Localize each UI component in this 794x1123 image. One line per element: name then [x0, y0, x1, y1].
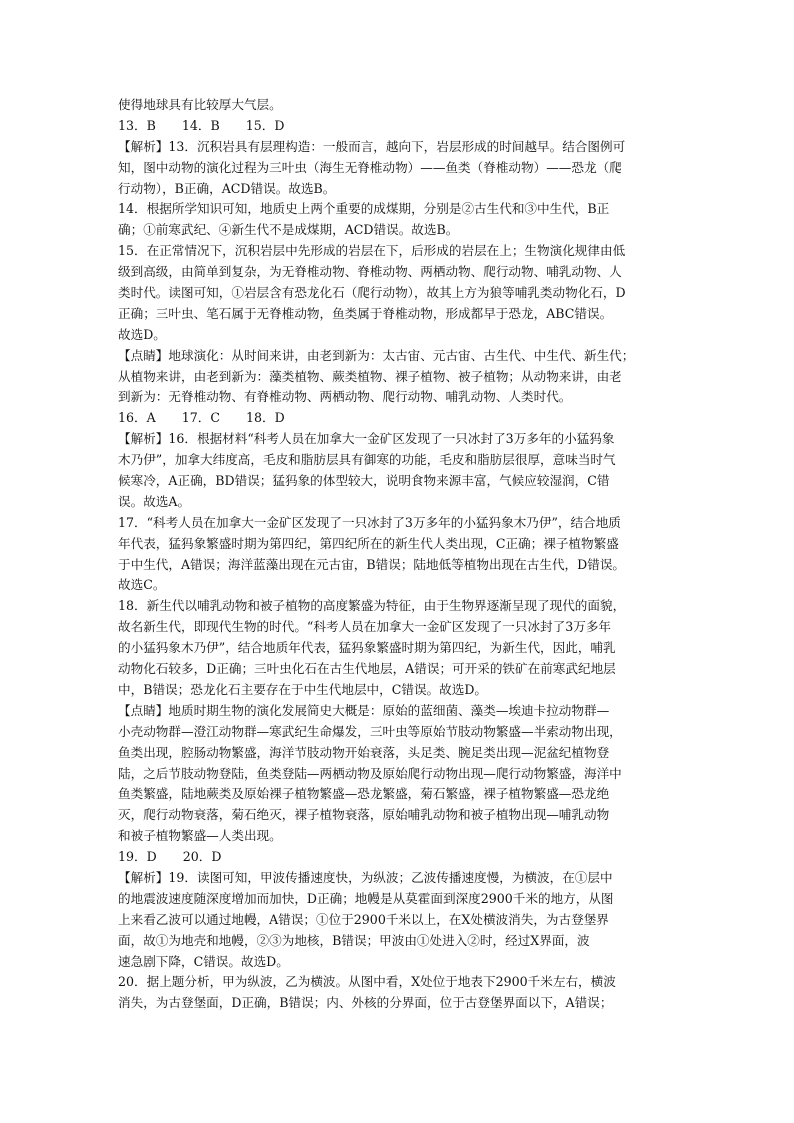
text-line: 灭，爬行动物衰落，菊石绝灭，裸子植物衰落，原始哺乳动物和被子植物出现—哺乳动物	[118, 807, 610, 823]
text-line: 和被子植物繁盛—人类出现。	[118, 828, 282, 844]
answer-15: 15．D	[245, 117, 285, 133]
text-line: 到新为：无脊椎动物、有脊椎动物、两栖动物、爬行动物、哺乳动物、人类时代。	[118, 389, 572, 405]
text-line: 鱼类出现，腔肠动物繁盛，海洋节肢动物开始衰落，头足类、腕足类出现—泥盆纪植物登	[118, 744, 610, 760]
answer-17: 17．C	[181, 410, 220, 426]
text-line: 确；①前寒武纪、④新生代不是成煤期，ACD错误。故选B。	[118, 222, 459, 238]
text-line: 级到高级，由简单到复杂，为无脊椎动物、脊椎动物、两栖动物、爬行动物、哺乳动物、人	[118, 264, 622, 280]
text-line: 消失，为古登堡面，D正确，B错误；内、外核的分界面，位于古登堡界面以下，A错误；	[118, 995, 613, 1011]
text-line: 14．根据所学知识可知，地质史上两个重要的成煤期，分别是②古生代和③中生代，B正	[118, 201, 610, 217]
text-line: 正确；三叶虫、笔石属于无脊椎动物，鱼类属于脊椎动物，形成都早于恐龙，ABC错误。	[118, 305, 613, 321]
text-line: 从植物来讲，由老到新为：藻类植物、蕨类植物、裸子植物、被子植物；从动物来讲，由老	[118, 368, 622, 384]
text-line: 20．据上题分析，甲为纵波，乙为横波。从图中看，X处位于地表下2900千米左右，横波	[118, 974, 616, 990]
text-line: 小壳动物群—澄江动物群—寒武纪生命爆发，三叶虫等原始节肢动物繁盛—半索动物出现，	[118, 723, 622, 739]
text-line: 故名新生代，即现代生物的时代。“科考人员在加拿大一金矿区发现了一只冰封了3万多年	[118, 619, 612, 635]
text-line: 鱼类繁盛，陆地蕨类及原始裸子植物繁盛—恐龙繁盛，菊石繁盛，裸子植物繁盛—恐龙绝	[118, 786, 610, 802]
text-line: 的地震波速度随深度增加而加快，D正确；地幔是从莫霍面到深度2900千米的地方，从图	[118, 890, 614, 906]
answer-20: 20．D	[182, 849, 222, 865]
text-line: 速急剧下降，C错误。故选D。	[118, 953, 289, 969]
text-line: 故选D。	[118, 326, 166, 342]
text-line: 类时代。读图可知，①岩层含有恐龙化石（爬行动物），故其上方为狼等哺乳类动物化石，D	[118, 285, 626, 301]
document-page	[118, 95, 680, 1014]
text-line: 18．新生代以哺乳动物和被子植物的高度繁盛为特征，由于生物界逐渐呈现了现代的面貌，	[118, 598, 626, 614]
text-line: 于中生代，A错误；海洋蓝藻出现在元古宙，B错误；陆地低等植物出现在古生代，D错误。	[118, 556, 626, 572]
text-line: 行动物），B正确，ACD错误。故选B。	[118, 180, 336, 196]
text-line: 使得地球具有比较厚大气层。	[118, 97, 282, 112]
text-line: 面，故①为地壳和地幔，②③为地核，B错误；甲波由①处进入②时，经过X界面，波	[118, 932, 590, 948]
answer-key-13-15	[118, 116, 680, 137]
answer-key-19-20	[118, 847, 680, 868]
text-line: 故选C。	[118, 577, 166, 593]
answer-16: 16．A	[118, 410, 156, 426]
text-line: 中，B错误；恐龙化石主要存在于中生代地层中，C错误。故选D。	[118, 681, 488, 697]
text-line: 的小猛犸象木乃伊”，结合地质年代表，猛犸象繁盛时期为第四纪，为新生代，因此，哺乳	[118, 640, 616, 656]
text-line: 上来看乙波可以通过地幔，A错误；①位于2900千米以上，在X处横波消失，为古登堡界	[118, 911, 609, 927]
text-line: 知，图中动物的演化过程为三叶虫（海生无脊椎动物）——鱼类（脊椎动物）——恐龙（爬	[118, 159, 622, 175]
text-line: 候寒冷，A正确，BD错误；猛犸象的体型较大，说明食物来源丰富，气候应较湿润，C错	[118, 473, 610, 489]
tip-line: 【点睛】地球演化：从时间来讲，由老到新为：太古宙、元古宙、古生代、中生代、新生代；	[118, 347, 635, 363]
text-line: 动物化石较多，D正确；三叶虫化石在古生代地层，A错误；可开采的铁矿在前寒武纪地层	[118, 661, 616, 677]
text-line: 17．“科考人员在加拿大一金矿区发现了一只冰封了3万多年的小猛犸象木乃伊”，结合地质	[118, 514, 621, 530]
text-line: 误。故选A。	[118, 493, 191, 509]
answer-19: 19．D	[118, 849, 157, 865]
answer-13: 13．B	[118, 117, 156, 133]
text-line: 陆，之后节肢动物登陆，鱼类登陆—两栖动物及原始爬行动物出现—爬行动物繁盛，海洋中	[118, 765, 622, 781]
text-line: 木乃伊”，加拿大纬度高，毛皮和脂肪层具有御寒的功能，毛皮和脂肪层很厚，意味当时气	[118, 452, 616, 468]
analysis-16-line: 【解析】16．根据材料“科考人员在加拿大一金矿区发现了一只冰封了3万多年的小猛犸象	[118, 431, 615, 447]
text-line: 年代表，猛犸象繁盛时期为第四纪，第四纪所在的新生代人类出现，C正确；裸子植物繁盛	[118, 535, 619, 551]
analysis-19-line: 【解析】19．读图可知，甲波传播速度快，为纵波；乙波传播速度慢，为横波，在①层中	[118, 869, 613, 885]
answer-key-16-18	[118, 408, 680, 429]
text-line: 15．在正常情况下，沉积岩层中先形成的岩层在下，后形成的岩层在上；生物演化规律由低	[118, 243, 626, 259]
analysis-13-line: 【解析】13．沉积岩具有层理构造：一般而言，越向下，岩层形成的时间越早。结合图例可	[118, 138, 626, 154]
tip-line: 【点睛】地质时期生物的演化发展简史大概是：原始的蓝细菌、藻类—埃迪卡拉动物群—	[118, 702, 610, 718]
answer-18: 18．D	[245, 410, 285, 426]
answer-14: 14．B	[181, 117, 220, 133]
